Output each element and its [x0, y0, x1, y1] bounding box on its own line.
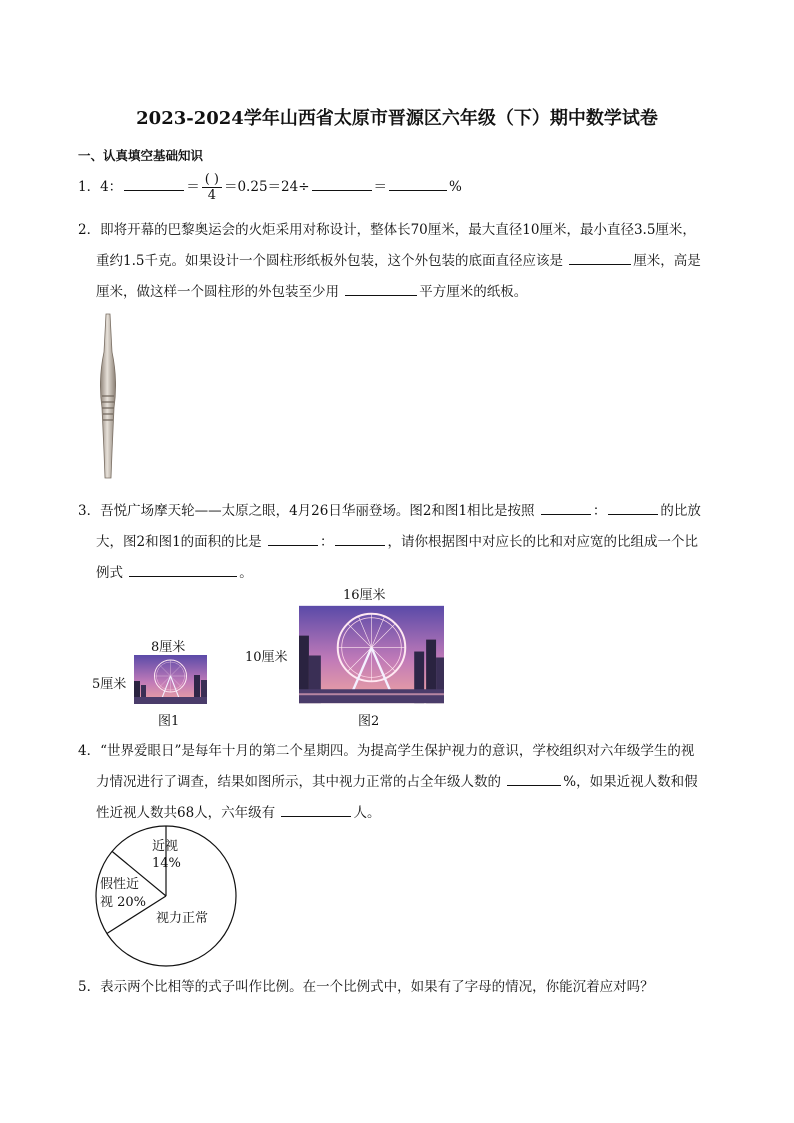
slice-label-normal: 视力正常: [156, 911, 209, 926]
question-2-line-2: [96, 249, 701, 269]
fraction-denominator: 4: [207, 188, 216, 203]
q3-text: 例式: [96, 565, 123, 581]
ferris-wheel-figure-1: [134, 655, 207, 704]
answer-blank[interactable]: [569, 250, 631, 265]
answer-blank[interactable]: [268, 531, 318, 546]
question-3-line-1: [78, 499, 701, 519]
q3-text: 3．吾悦广场摩天轮——太原之眼，4月26日华丽登场。图2和图1相比是按照: [78, 503, 535, 519]
torch-image: [88, 312, 128, 480]
q2-text: 厘米，高是: [633, 253, 701, 269]
answer-blank[interactable]: [345, 281, 417, 296]
q4-text: 人。: [353, 805, 381, 821]
question-4-line-1: 4．“世界爱眼日”是每年十月的第二个星期四。为提高学生保护视力的意识，学校组织对六年级学生的视: [78, 743, 695, 759]
q1-text-a: 4：: [100, 179, 123, 195]
q1-eq: ＝: [186, 179, 200, 195]
answer-blank[interactable]: [335, 531, 385, 546]
answer-blank[interactable]: [129, 562, 237, 577]
answer-blank[interactable]: [312, 176, 372, 191]
fig2-caption: 图2: [358, 714, 380, 729]
question-3-line-2: [96, 530, 698, 550]
q4-text: %，如果近视人数和假: [563, 774, 698, 790]
answer-blank[interactable]: [281, 802, 351, 817]
question-3-line-3: [96, 561, 253, 581]
fraction: [202, 172, 222, 203]
q3-text: 大，图2和图1的面积的比是: [96, 534, 262, 550]
section-heading: 一、认真填空基础知识: [78, 148, 204, 163]
q3-text: 的比放: [660, 503, 701, 519]
page-title: 2023-2024学年山西省太原市晋源区六年级（下）期中数学试卷: [136, 108, 658, 129]
fig1-height-label: 5厘米: [92, 677, 127, 692]
question-2-line-3: [96, 280, 527, 300]
q2-text: 平方厘米的纸板。: [419, 284, 528, 300]
answer-blank[interactable]: [541, 500, 591, 515]
q1-eq: ＝: [373, 179, 388, 195]
q4-text: 力情况进行了调查，结果如图所示，其中视力正常的占全年级人数的: [96, 774, 501, 790]
answer-blank[interactable]: [124, 176, 184, 191]
ferris-wheel-figure-2: [299, 605, 444, 704]
question-4-line-2: [96, 770, 698, 790]
fig2-height-label: 10厘米: [245, 650, 288, 665]
q3-text: ：: [319, 534, 334, 550]
slice-label-pseudo: 假性近: [100, 877, 140, 892]
fig1-width-label: 8厘米: [151, 640, 186, 655]
q1-percent: %: [449, 179, 462, 195]
vision-pie-chart: [90, 820, 250, 972]
slice-pct-pseudo: 视 20%: [100, 895, 147, 910]
slice-label-myopia: 近视: [152, 839, 179, 854]
q3-text: 。: [239, 565, 253, 581]
answer-blank[interactable]: [389, 176, 447, 191]
question-5: 5．表示两个比相等的式子叫作比例。在一个比例式中，如果有了字母的情况，你能沉着应对吗？: [78, 979, 654, 995]
answer-blank[interactable]: [507, 771, 561, 786]
question-1: [78, 172, 462, 203]
q4-text: 性近视人数共68人，六年级有: [96, 805, 276, 821]
q1-text-b: ＝0.25＝24÷: [223, 179, 310, 195]
q3-text: ：: [592, 503, 607, 519]
question-4-line-3: [96, 801, 380, 821]
question-2-line-1: 2．即将开幕的巴黎奥运会的火炬采用对称设计，整体长70厘米，最大直径10厘米，最小直径3.5厘米，: [78, 222, 696, 238]
q2-text: 重约1.5千克。如果设计一个圆柱形纸板外包装，这个外包装的底面直径应该是: [96, 253, 563, 269]
slice-pct-myopia: 14%: [152, 856, 181, 871]
fraction-numerator: ( ): [202, 172, 222, 188]
fig1-caption: 图1: [158, 714, 180, 729]
q2-text: 厘米，做这样一个圆柱形的外包装至少用: [96, 284, 339, 300]
question-number: 1．: [78, 179, 101, 195]
fig2-width-label: 16厘米: [343, 588, 386, 603]
answer-blank[interactable]: [608, 500, 658, 515]
q3-text: ，请你根据图中对应长的比和对应宽的比组成一个比: [387, 534, 698, 550]
